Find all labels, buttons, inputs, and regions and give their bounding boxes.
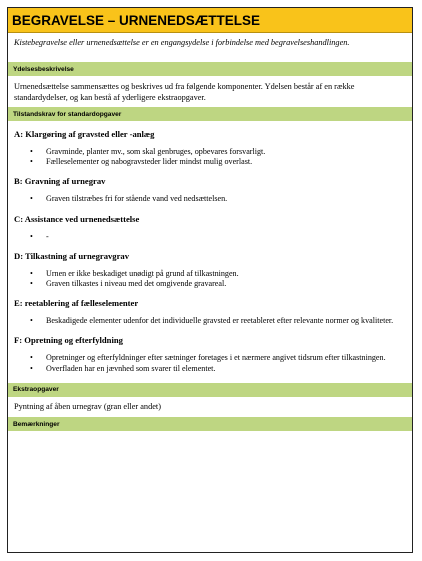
section-block <box>8 335 412 373</box>
list-item <box>30 279 406 289</box>
bullet-icon: • <box>30 147 33 156</box>
list-item <box>30 353 406 363</box>
ekstra-text: Pyntning af åben urnegrav (gran eller andet) <box>14 401 161 411</box>
list-item-text: Graven tilstræbes fri for stående vand ved nedsættelsen. <box>46 194 228 204</box>
bullet-icon: • <box>30 231 33 241</box>
list-item-text: Gravminde, planter mv., som skal genbruges, opbevares forsvarligt. <box>46 147 266 156</box>
list-item <box>30 364 406 374</box>
section-block <box>8 214 412 242</box>
bullet-icon: • <box>30 194 33 204</box>
list-item-text: Graven tilkastes i niveau med det omgivende gravareal. <box>46 279 227 289</box>
section-heading: E: reetablering af fælleselementer <box>14 298 139 309</box>
bullet-icon: • <box>30 353 33 363</box>
section-heading: D: Tilkastning af urnegravgrav <box>14 250 129 261</box>
list-item <box>30 147 406 157</box>
section-block <box>8 298 412 326</box>
band-bemaerkninger: Bemærkninger <box>8 417 412 431</box>
list-item <box>30 269 406 279</box>
bullet-list <box>8 316 412 326</box>
section-heading: F: Opretning og efterfyldning <box>14 335 123 346</box>
sections-container <box>8 129 412 374</box>
intro-text: Kistebegravelse eller urnenedsættelse er en engangsydelse i forbindelse med begravelseshandlingen. <box>14 38 350 47</box>
list-item <box>30 316 406 326</box>
list-item-text: Urnen er ikke beskadiget unødigt på grund af tilkastningen. <box>46 268 239 278</box>
bullet-list <box>8 269 412 289</box>
bullet-icon: • <box>30 157 33 167</box>
bullet-icon: • <box>30 363 33 373</box>
bullet-icon: • <box>30 268 33 278</box>
ydelse-description: Urnenedsættelse sammensættes og beskrives ud fra følgende komponenter. Ydelsen består af en række standardydelser, og kan bestå af yderligere ekstraopgaver. <box>14 82 355 102</box>
list-item <box>30 157 406 167</box>
band-tilstandskrav: Tilstandskrav for standardopgaver <box>8 107 412 121</box>
bullet-list <box>8 147 412 167</box>
document-title: BEGRAVELSE – URNENEDSÆTTELSE <box>8 8 412 33</box>
list-item-text: Beskadigede elementer udenfor det individuelle gravsted er reetableret efter relevante normer og kvaliteter. <box>46 316 394 326</box>
list-item-text: Fælleselementer og nabogravsteder lider mindst mulig overlast. <box>46 157 253 167</box>
band-ydelsesbeskrivelse: Ydelsesbeskrivelse <box>8 62 412 76</box>
section-block <box>8 176 412 204</box>
section-block <box>8 129 412 167</box>
bullet-list <box>8 194 412 204</box>
bullet-list <box>8 232 412 242</box>
list-item-text: Opretninger og efterfyldninger efter sætninger foretages i et nærmere angivet tidsrum efter tilkastningen. <box>46 353 386 363</box>
bullet-icon: • <box>30 316 33 326</box>
list-item-text: Overfladen har en jævnhed som svarer til elementet. <box>46 363 216 373</box>
bullet-icon: • <box>30 279 33 289</box>
section-heading: C: Assistance ved urnenedsættelse <box>14 213 140 224</box>
section-block <box>8 251 412 289</box>
list-item <box>30 194 406 204</box>
list-item-text: - <box>46 231 49 241</box>
document-page <box>7 7 413 553</box>
band-ekstraopgaver: Ekstraopgaver <box>8 383 412 397</box>
bullet-list <box>8 353 412 373</box>
list-item <box>30 232 406 242</box>
section-heading: A: Klargøring af gravsted eller -anlæg <box>14 129 155 139</box>
section-heading: B: Gravning af urnegrav <box>14 176 106 187</box>
